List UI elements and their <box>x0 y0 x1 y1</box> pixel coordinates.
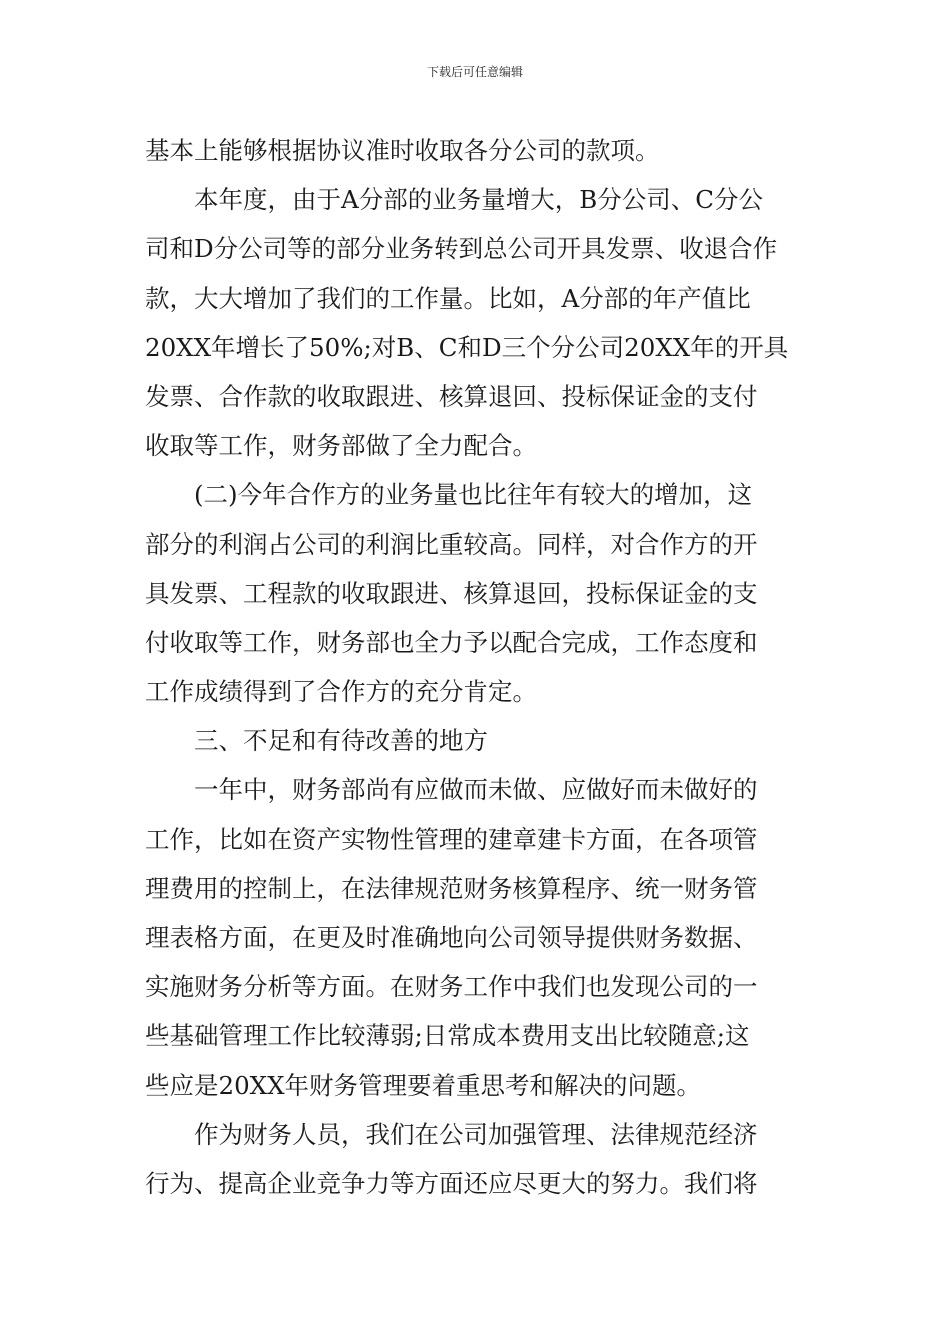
page-header: 下载后可任意编辑 <box>426 65 523 79</box>
text-line: (二)今年合作方的业务量也比往年有较大的增加，这 <box>145 480 753 510</box>
text-line: 付收取等工作，财务部也全力予以配合完成，工作态度和 <box>145 627 758 657</box>
text-line: 司和D分公司等的部分业务转到总公司开具发票、收退合作 <box>145 234 778 264</box>
text-line: 工作成绩得到了合作方的充分肯定。 <box>145 677 537 707</box>
text-line: 作为财务人员，我们在公司加强管理、法律规范经济 <box>145 1119 758 1149</box>
text-line: 些基础管理工作比较薄弱;日常成本费用支出比较随意;这 <box>145 1021 750 1051</box>
text-line: 工作，比如在资产实物性管理的建章建卡方面，在各项管 <box>145 824 758 854</box>
text-line: 行为、提高企业竞争力等方面还应尽更大的努力。我们将 <box>145 1168 758 1198</box>
text-line: 一年中，财务部尚有应做而未做、应做好而未做好的 <box>145 775 758 805</box>
text-line: 发票、合作款的收取跟进、核算退回、投标保证金的支付 <box>145 381 758 411</box>
text-line: 部分的利润占公司的利润比重较高。同样，对合作方的开 <box>145 529 758 559</box>
text-line: 款，大大增加了我们的工作量。比如，A分部的年产值比 <box>145 283 751 313</box>
text-line: 基本上能够根据协议准时收取各分公司的款项。 <box>145 136 660 165</box>
text-line: 理表格方面，在更及时准确地向公司领导提供财务数据、 <box>145 923 758 952</box>
text-line: 实施财务分析等方面。在财务工作中我们也发现公司的一 <box>145 972 758 1002</box>
text-line: 具发票、工程款的收取跟进、核算退回，投标保证金的支 <box>145 578 758 608</box>
text-line: 20XX年增长了50%;对B、C和D三个分公司20XX年的开具 <box>145 332 789 362</box>
document-body <box>145 126 807 1208</box>
text-line: 收取等工作，财务部做了全力配合。 <box>145 431 537 461</box>
text-line: 理费用的控制上，在法律规范财务核算程序、统一财务管 <box>145 873 758 903</box>
section-heading: 三、不足和有待改善的地方 <box>145 726 488 756</box>
text-line: 本年度，由于A分部的业务量增大，B分公司、C分公 <box>145 185 763 215</box>
text-line: 些应是20XX年财务管理要着重思考和解决的问题。 <box>145 1070 702 1100</box>
